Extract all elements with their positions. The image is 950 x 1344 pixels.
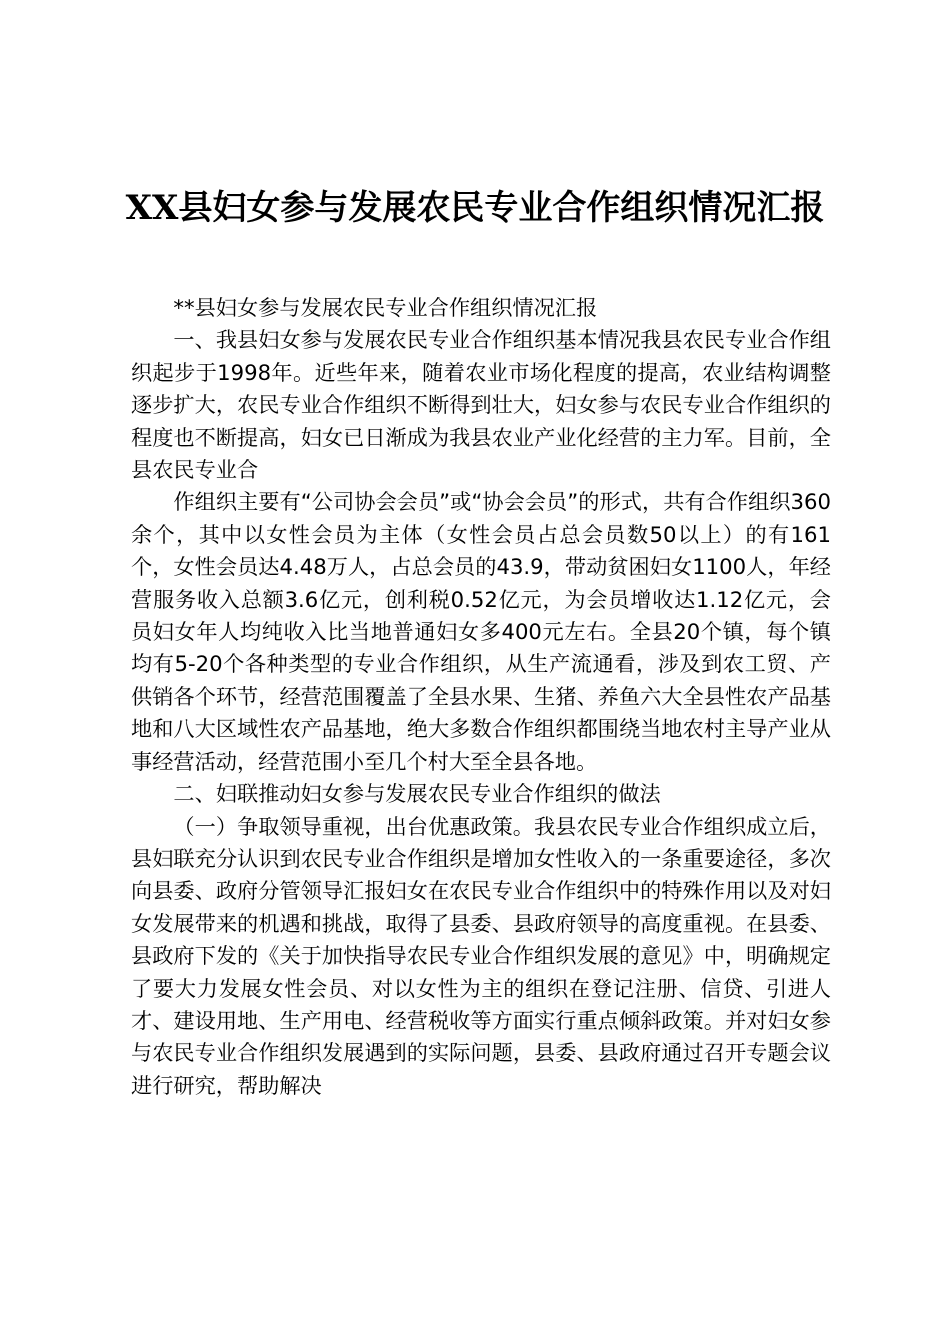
paragraph-section-1-continued: 作组织主要有“公司协会会员”或“协会会员”的形式，共有合作组织360余个，其中以女性会员为主体（女性会员占总会员数50以上）的有161个，女性会员达4.48万人，占总会员的43.9，带动贫困妇女1100人，年经营服务收入总额3.6亿元，创利税0.52亿元，为会员增收达1.12亿元，会员妇女年人均纯收入比当地普通妇女多400元左右。全县20个镇，每个镇均有5-20个各种类型的专业合作组织，从生产流通看，涉及到农工贸、产供销各个环节，经营范围覆盖了全县水果、生猪、养鱼六大全县性农产品基地和八大区域性农产品基地，绝大多数合作组织都围绕当地农村主导产业从事经营活动，经营范围小至几个村大至全县各地。: [131, 489, 831, 774]
paragraph-section-2-item-1: （一）争取领导重视，出台优惠政策。我县农民专业合作组织成立后，县妇联充分认识到农民专业合作组织是增加女性收入的一条重要途径，多次向县委、政府分管领导汇报妇女在农民专业合作组织中的特殊作用以及对妇女发展带来的机遇和挑战，取得了县委、县政府领导的高度重视。在县委、县政府下发的《关于加快指导农民专业合作组织发展的意见》中，明确规定了要大力发展女性会员、对以女性为主的组织在登记注册、信贷、引进人才、建设用地、生产用电、经营税收等方面实行重点倾斜政策。并对妇女参与农民专业合作组织发展遇到的实际问题，县委、县政府通过召开专题会议进行研究，帮助解决: [131, 813, 831, 1098]
document-body: [131, 292, 831, 1102]
paragraph-section-1: 一、我县妇女参与发展农民专业合作组织基本情况我县农民专业合作组织起步于1998年。近些年来，随着农业市场化程度的提高，农业结构调整逐步扩大，农民专业合作组织不断得到壮大，妇女参与农民专业合作组织的程度也不断提高，妇女已日渐成为我县农业产业化经营的主力军。目前，全县农民专业合: [131, 327, 831, 483]
document-title: XX县妇女参与发展农民专业合作组织情况汇报: [125, 188, 825, 228]
paragraph-subtitle: **县妇女参与发展农民专业合作组织情况汇报: [173, 295, 598, 320]
paragraph-section-2-heading: 二、妇联推动妇女参与发展农民专业合作组织的做法: [173, 781, 661, 807]
